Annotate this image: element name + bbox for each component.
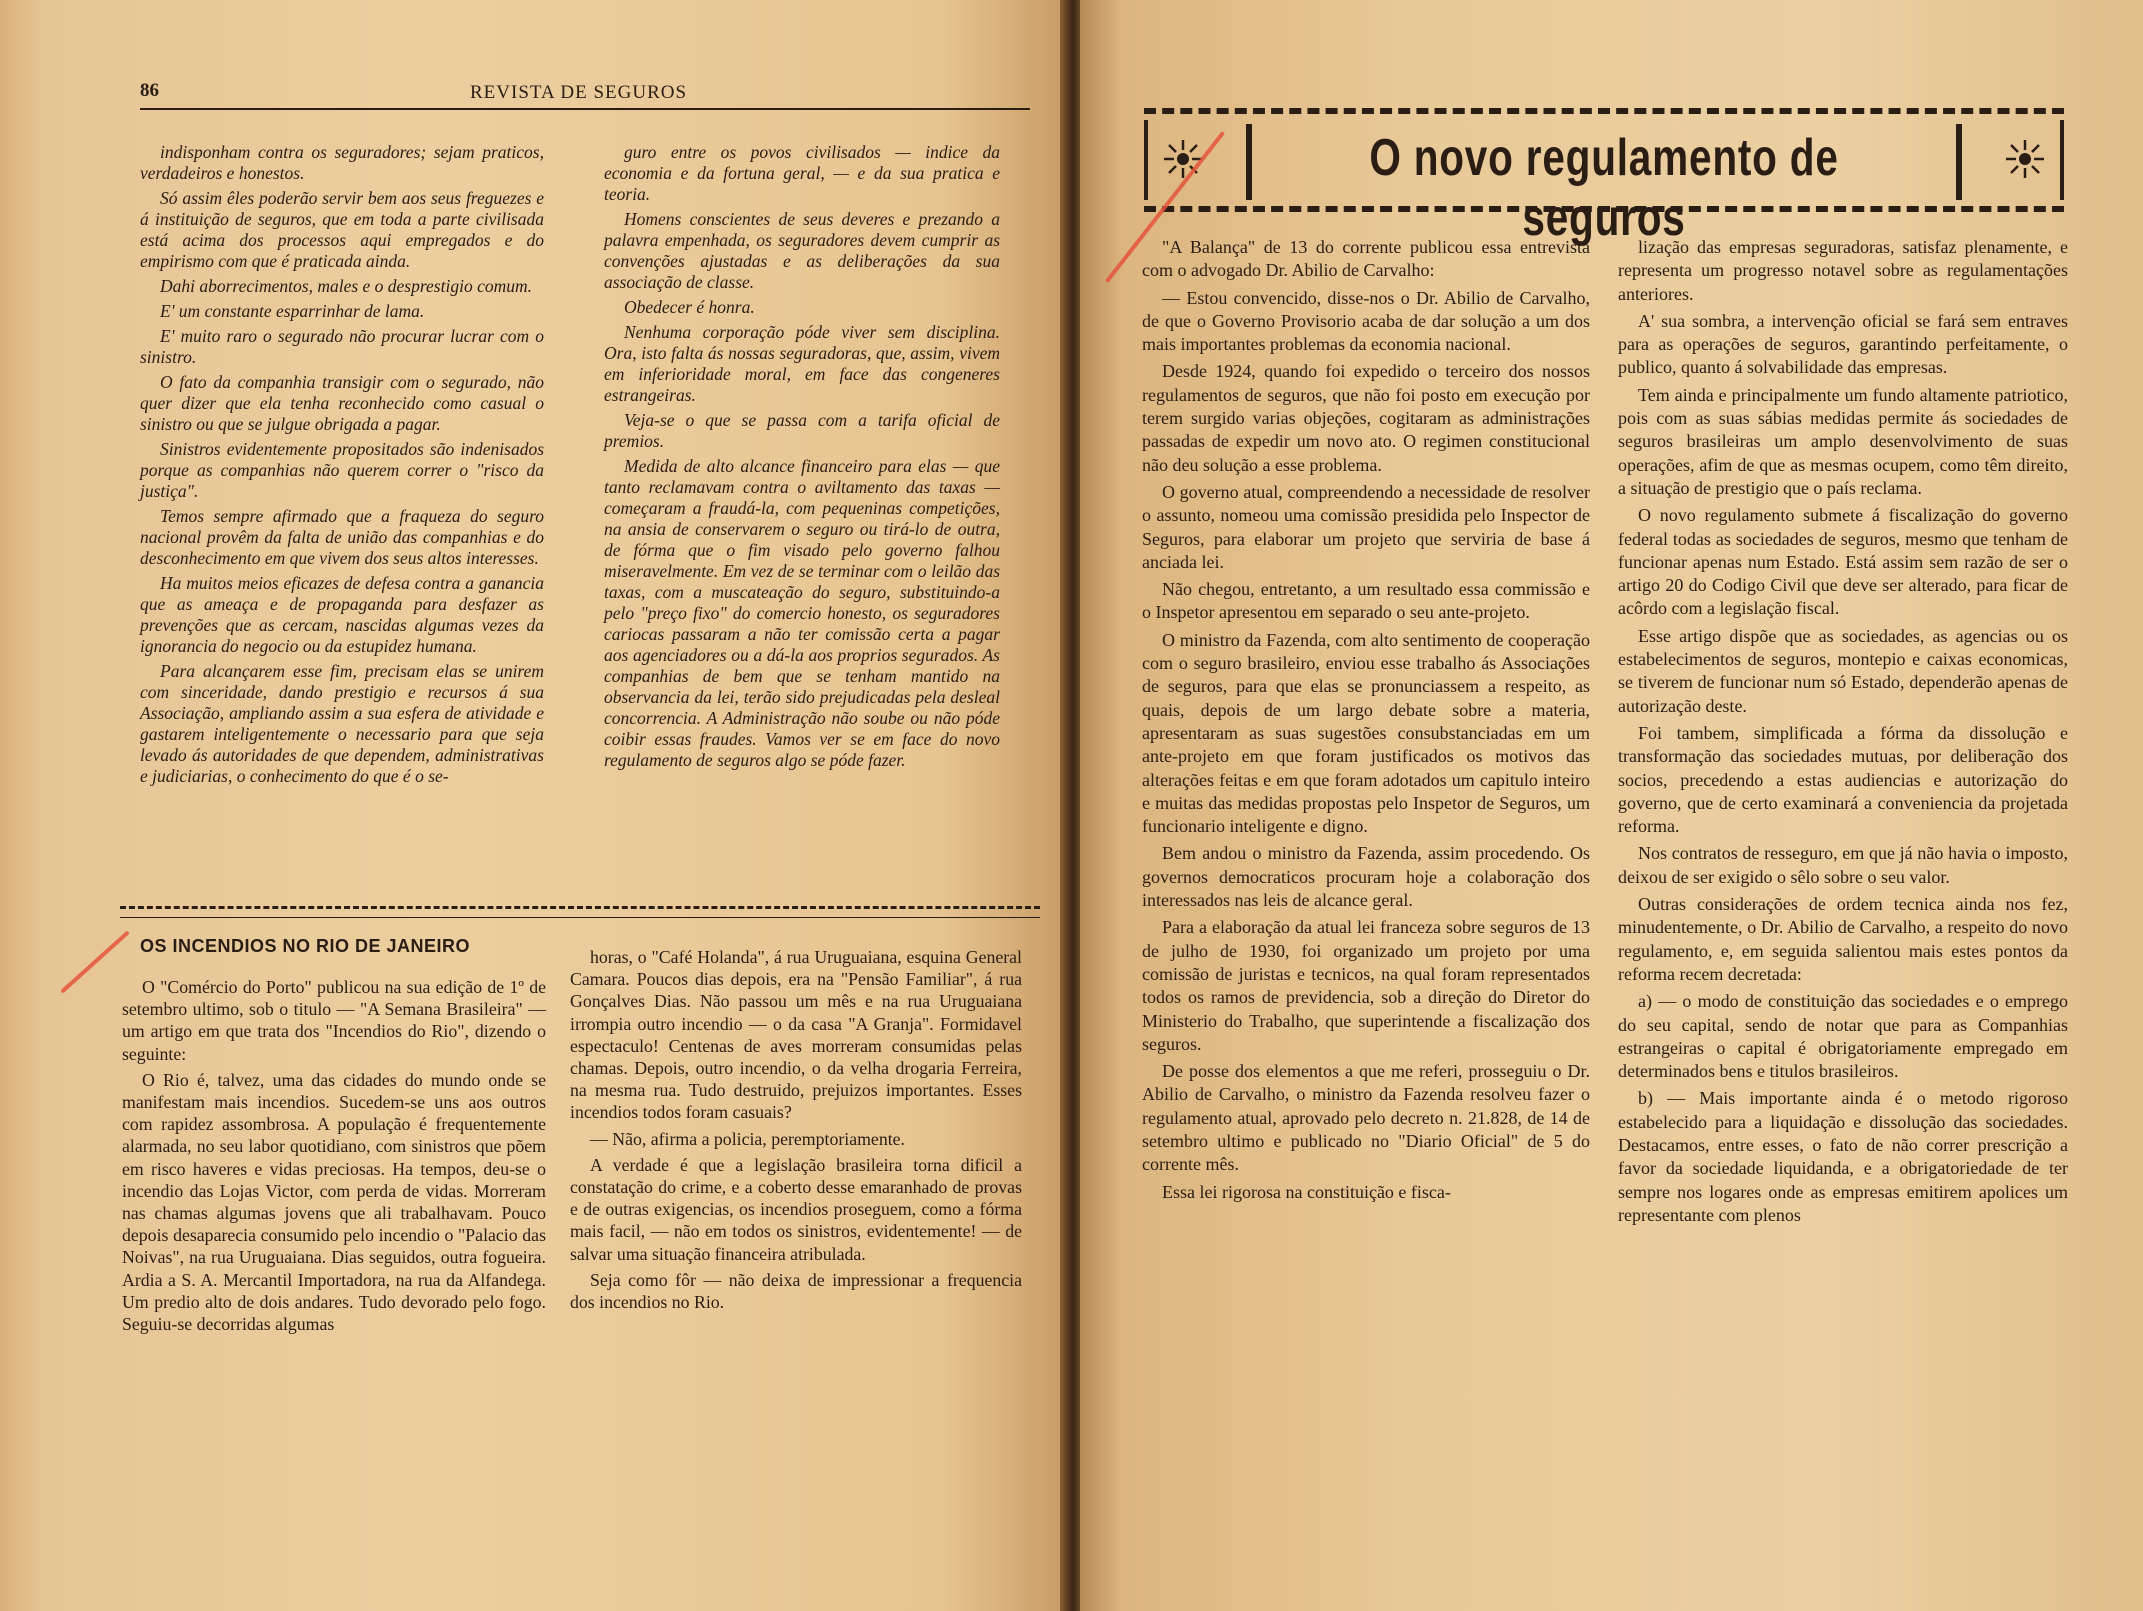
paragraph: Dahi aborrecimentos, males e o desprestigio comum. (160, 276, 532, 296)
paragraph: O novo regulamento submete á fiscalização do governo federal todas as sociedades de seguros, mesmo que tenham de funcionar apenas num Estado. Está assim sem razão de ser o artigo 20 do Codigo Civil que deve ser alterado, para ficar de acôrdo com a legislação fiscal. (1618, 505, 2068, 619)
paragraph: Veja-se o que se passa com a tarifa oficial de premios. (604, 410, 1000, 451)
paragraph: b) — Mais importante ainda é o metodo rigoroso estabelecido para a liquidação e dissolução das sociedades. Destacamos, entre esses, o fato de não correr prescrição a favor da sociedade liquidanda, e a obrigatoriedade de ter sempre nos logares onde as empresas emitirem apolices um representante com plenos (1618, 1088, 2068, 1225)
section-divider (120, 906, 1040, 918)
paragraph: Nenhuma corporação póde viver sem disciplina. Ora, isto falta ás nossas seguradoras, que, assim, vivem em inferioridade moral, em face das congeneres estrangeiras. (604, 322, 1000, 405)
paragraph: Tem ainda e principalmente um fundo altamente patriotico, pois com as suas sábias medidas permite ás sociedades de seguros brasileiras um amplo desenvolvimento de suas operações, afim de que as mesmas ocupem, como têm direito, a situação de prestigio que o país reclama. (1618, 384, 2068, 498)
running-head: REVISTA DE SEGUROS (470, 82, 688, 103)
sunburst-ornament-icon (2004, 138, 2046, 180)
paragraph: A' sua sombra, a intervenção oficial se fará sem entraves para as operações de seguros, garantindo perfeitamente, o publico, quanto á solvabilidade das empresas. (1618, 310, 2068, 378)
sunburst-ornament-icon (1162, 138, 1204, 180)
paragraph: De posse dos elementos a que me referi, prosseguiu o Dr. Abilio de Carvalho, o ministro da Fazenda resolveu fazer o regulamento atual, aprovado pelo decreto n. 21.828, de 14 de setembro ultimo e publicado no "Diario Oficial" de 5 do corrente mês. (1142, 1061, 1590, 1175)
right-column-1 (1142, 236, 1590, 1208)
title-banner (1144, 108, 2064, 247)
paragraph: O "Comércio do Porto" publicou na sua edição de 1º de setembro ultimo, sob o titulo — "A Semana Brasileira" — um artigo em que trata dos "Incendios do Rio", dizendo o seguinte: (122, 977, 546, 1064)
paragraph: Desde 1924, quando foi expedido o terceiro dos nossos regulamentos de seguros, que não foi posto em execução por terem surgido varias objeções, cogitaram as administrações passadas de expedir um novo ato. O regimen constitucional não deu solução a esse problema. (1142, 361, 1590, 475)
left-top-column-2 (604, 142, 1000, 775)
paragraph: O governo atual, compreendendo a necessidade de resolver o assunto, nomeou uma comissão presidida pelo Inspector de Seguros, para elaborar um projeto que serviria de base á anciada lei. (1142, 481, 1590, 572)
pen-mark (60, 930, 130, 993)
paragraph: Essa lei rigorosa na constituição e fisca- (1162, 1181, 1451, 1202)
paragraph: Medida de alto alcance financeiro para elas — que tanto reclamavam contra o aviltamento das taxas — começaram a fraudá-la, com pequeninas competições, na ansia de conservarem o seguro ou tirá-lo de outra, de fórma que o fim visado pelo governo falhou miseravelmente. Em vez de se terminar com o leilão das taxas, com a muscateação do seguro, substituindo-a pelo "preço fixo" do comercio honesto, os seguradores cariocas passaram a não ter comissão certa a pagar aos agenciadores ou a dá-la aos proprios segurados. As companhias de bem que se tenham mantido na observancia da lei, terão sido prejudicadas pela desleal concorrencia. A Administração não soube ou não póde coibir essas fraudes. Vamos ver se em face do novo regulamento de seguros algo se póde fazer. (604, 456, 1000, 770)
paragraph: Bem andou o ministro da Fazenda, assim procedendo. Os governos democraticos procuram hoje a colaboração dos interessados nas leis de alcance geral. (1142, 843, 1590, 911)
paragraph: Não chegou, entretanto, a um resultado essa commissão e o Inspetor apresentou em separado o seu ante-projeto. (1142, 579, 1590, 623)
article-title: OS INCENDIOS NO RIO DE JANEIRO (140, 936, 471, 956)
paragraph: lização das empresas seguradoras, satisfaz plenamente, e representa um progresso notavel sobre as regulamentações anteriores. (1618, 237, 2068, 304)
left-bottom-column-1 (122, 976, 546, 1339)
left-page (0, 0, 1066, 1611)
paragraph: horas, o "Café Holanda", á rua Uruguaiana, esquina General Camara. Poucos dias depois, era na "Pensão Familiar", á rua Gonçalves Dias. Não passou um mês e na rua Uruguaiana irrompia outro incendio — o da casa "A Granja". Formidavel espectaculo! Centenas de aves morreram consumidas pelas chamas. Depois, outro incendio, o da velha drogaria Ferreira, na mesma rua. Tudo destruido, prejuizos importantes. Esses incendios todos foram casuais? (570, 947, 1022, 1123)
paragraph: Seja como fôr — não deixa de impressionar a frequencia dos incendios no Rio. (570, 1269, 1022, 1313)
paragraph: — Estou convencido, disse-nos o Dr. Abilio de Carvalho, de que o Governo Provisorio acaba de dar solução a um dos mais importantes problemas da economia nacional. (1142, 287, 1590, 355)
paragraph: — Não, afirma a policia, peremptoriamente. (590, 1128, 905, 1149)
paragraph: Nos contratos de resseguro, em que já não havia o imposto, deixou de ser exigido o sêlo sobre o seu valor. (1618, 843, 2068, 887)
left-bottom-column-2 (570, 946, 1022, 1317)
paragraph: guro entre os povos civilisados — indice da economia e da fortuna geral, — e da sua pratica e teoria. (604, 142, 1000, 204)
paragraph: A verdade é que a legislação brasileira torna dificil a constatação do crime, e a coberto desse emaranhado de provas e de outras exigencias, os incendios proseguem, como a fórma mais facil, — não em todos os sinistros, evidentemente! — de salvar uma situação financeira atribulada. (570, 1154, 1022, 1264)
paragraph: Sinistros evidentemente propositados são indenisados porque as companhias não querem correr o "risco da justiça". (140, 439, 544, 501)
paragraph: O fato da companhia transigir com o segurado, não quer dizer que ela tenha reconhecido como casual o sinistro ou que se julgue obrigada a pagar. (140, 372, 544, 434)
paragraph: Temos sempre afirmado que a fraqueza do seguro nacional provêm da falta de união das companhias e do desconhecimento em que vivem dos seus altos interesses. (140, 506, 544, 568)
paragraph: "A Balança" de 13 do corrente publicou essa entrevista com o advogado Dr. Abilio de Carvalho: (1142, 237, 1590, 281)
paragraph: indisponham contra os seguradores; sejam praticos, verdadeiros e honestos. (140, 142, 544, 183)
article-headline: O novo regulamento de seguros (1369, 129, 1839, 247)
paragraph: O ministro da Fazenda, com alto sentimento de cooperação com o seguro brasileiro, enviou esse trabalho ás Associações de seguros, para que elas se pronunciassem a respeito, as quais, depois de um largo debate sobre a materia, apresentaram as suas sugestões consubstanciadas em um ante-projeto em que foram justificados os motivos das alterações feitas e em que foram adotados um capitulo inteiro e muitas das medidas propostas pelo Inspetor de Seguros, um funcionario inteligente e digno. (1142, 629, 1590, 837)
right-column-2 (1618, 236, 2068, 1231)
paragraph: Outras considerações de ordem tecnica ainda nos fez, minudentemente, o Dr. Abilio de Carvalho, a respeito do novo regulamento, e, em seguida salientou mais estes pontos da reforma recem decretada: (1618, 894, 2068, 984)
paragraph: Obedecer é honra. (624, 297, 755, 317)
paragraph: Para a elaboração da atual lei franceza sobre seguros de 13 de julho de 1930, foi organizado um projeto por uma comissão de juristas e tecnicos, na qual foram representados todos os ramos de previdencia, sob a direção do Diretor do Ministerio do Trabalho, que superintende a fiscalização dos seguros. (1142, 917, 1590, 1054)
page-number: 86 (140, 80, 159, 101)
paragraph: Para alcançarem esse fim, precisam elas se unirem com sinceridade, dando prestigio e recursos á sua Associação, ampliando assim a sua esfera de atividade e gastarem inteligentemente o necessario para que seja levado ás autoridades de que dependem, administrativas e judiciarias, o conhecimento do que é o se- (140, 661, 544, 786)
paragraph: Homens conscientes de seus deveres e prezando a palavra empenhada, os seguradores devem cumprir as convenções ajustadas e as deliberações da sua associação de classe. (604, 209, 1000, 292)
left-top-column-1 (140, 142, 544, 791)
paragraph: Esse artigo dispõe que as sociedades, as agencias ou os estabelecimentos de seguros, montepio e caixas economicas, se tiverem de funcionar num só Estado, dependerão apenas de autorização deste. (1618, 625, 2068, 716)
paragraph: Ha muitos meios eficazes de defesa contra a ganancia que as ameaça e de propaganda para desfazer as prevenções que as cercam, nascidas algumas vezes da ignorancia do negocio ou da estupidez humana. (140, 573, 544, 656)
paragraph: Foi tambem, simplificada a fórma da dissolução e transformação das sociedades mutuas, por deliberação dos socios, precedendo a estas audiencias e autorização do governo, que de certo examinará a conveniencia da projetada reforma. (1618, 722, 2068, 837)
paragraph: a) — o modo de constituição das sociedades e o emprego do seu capital, sendo de notar que para as Companhias estrangeiras o capital é obrigatoriamente empregado em determinados bens e titulos brasileiros. (1618, 991, 2068, 1082)
paragraph: O Rio é, talvez, uma das cidades do mundo onde se manifestam mais incendios. Sucedem-se uns aos outros com rapidez assombrosa. A população é frequentemente alarmada, no seu labor quotidiano, com sinistros que põem em risco haveres e vidas preciosas. Ha tempos, deu-se o incendio das Lojas Victor, com perda de vidas. Morreram nas chamas algumas jovens que ali trabalhavam. Pouco depois desaparecia consumido pelo incendio o "Palacio das Noivas", na rua Uruguaiana. Dias seguidos, outra fogueira. Ardia a S. A. Mercantil Importadora, na rua da Alfandega. Um predio alto de dois andares. Tudo devorado pelo fogo. Seguiu-se decorridas algumas (122, 1069, 546, 1335)
paragraph: E' muito raro o segurado não procurar lucrar com o sinistro. (140, 326, 544, 367)
page-header (140, 78, 1030, 110)
paragraph: E' um constante esparrinhar de lama. (160, 301, 425, 321)
paragraph: Só assim êles poderão servir bem aos seus freguezes e á instituição de seguros, que em toda a parte civilisada está acima dos processos aqui empregados e do empirismo com que é praticada ainda. (140, 188, 544, 271)
